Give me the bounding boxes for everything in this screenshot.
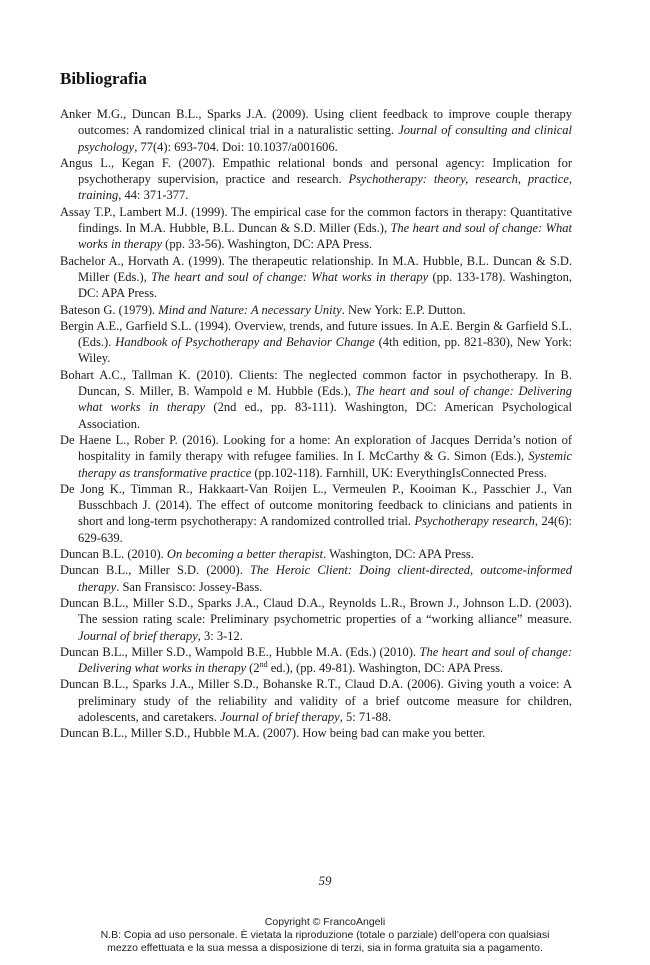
- reference-title: Psychotherapy: theory, research, practice, training: [78, 172, 572, 203]
- reference-text: , 77(4): 693-704. Doi: 10.1037/a001606.: [134, 139, 338, 154]
- reference-text: Bachelor A., Horvath A. (1999). The therapeutic relationship. In M.A. Hubble, B.L. Duncan & S.D. Miller (Eds.),: [60, 253, 572, 284]
- reference-entry: [60, 155, 572, 204]
- reference-entry: [60, 253, 572, 302]
- reference-text: (2nd ed., pp. 83-111). Washington, DC: American Psychological Association.: [78, 400, 572, 431]
- reference-title: Journal of brief therapy: [219, 709, 340, 724]
- reference-title: The heart and soul of change: Delivering what works in therapy: [78, 644, 572, 676]
- reference-entry: [60, 432, 572, 481]
- reference-title: The heart and soul of change: What works in therapy: [151, 269, 429, 284]
- notice-line-2: mezzo effettuata e la sua messa a disposizione di terzi, sia in forma gratuita sia a pagamento.: [107, 942, 543, 954]
- reference-entry: [60, 481, 572, 546]
- reference-entry: [60, 562, 572, 595]
- reference-text: Duncan B.L., Miller S.D., Wampold B.E., Hubble M.A. (Eds.) (2010).: [60, 644, 420, 659]
- reference-title: The Heroic Client: Doing client-directed, outcome-informed therapy: [78, 563, 572, 594]
- reference-text: Duncan B.L., Sparks J.A., Miller S.D., Bohanske R.T., Claud D.A. (2006). Giving youth a voice: A preliminary study of the reliability and validity of a brief outcome measure for children, adolescents, and caretakers.: [60, 677, 572, 724]
- reference-title: Systemic therapy as transformative practice: [78, 449, 572, 480]
- reference-text: (4th edition, pp. 821-830), New York: Wiley.: [78, 335, 573, 366]
- reference-entry: [60, 106, 572, 155]
- reference-entry: [60, 725, 572, 741]
- copyright-line: Copyright © FrancoAngeli: [264, 916, 386, 928]
- reference-text: De Jong K., Timman R., Hakkaart-Van Roijen L., Vermeulen P., Kooiman K., Passchier J., Van Busschbach J. (2014). The effect of outcome monitoring feedback to clinicians and patients in short and long-term psychotherapy: A randomized controlled trial.: [60, 481, 572, 529]
- reference-text: De Haene L., Rober P. (2016). Looking for a home: An exploration of Jacques Derrida’s notion of hospitality in family therapy with refugee families. In I. McCarthy & G. Simon (Eds.),: [60, 432, 572, 464]
- reference-text: Duncan B.L. (2010).: [60, 547, 167, 562]
- reference-entry: [60, 546, 572, 562]
- reference-text: , 3: 3-12.: [197, 628, 243, 643]
- reference-title: Psychotherapy research: [414, 514, 535, 529]
- reference-list: [60, 106, 572, 742]
- page-number: 59: [318, 873, 332, 888]
- reference-title: Mind and Nature: A necessary Unity: [158, 302, 342, 317]
- reference-entry: [60, 676, 572, 725]
- reference-entry: [60, 367, 572, 432]
- reference-text: (2: [246, 661, 260, 676]
- reference-text: , 24(6): 629-639.: [78, 514, 572, 545]
- reference-text: Bateson G. (1979).: [60, 302, 159, 317]
- reference-text: Duncan B.L., Miller S.D. (2000).: [60, 563, 250, 578]
- reference-text: (pp. 33-56). Washington, DC: APA Press.: [162, 237, 373, 252]
- reference-title: Journal of brief therapy: [78, 628, 198, 643]
- reference-entry: [60, 204, 572, 253]
- reference-text: Bergin A.E., Garfield S.L. (1994). Overview, trends, and future issues. In A.E. Bergin & Garfield S.L. (Eds.).: [60, 318, 572, 350]
- reference-text: ed.), (pp. 49-81). Washington, DC: APA Press.: [267, 661, 504, 676]
- reference-entry: [60, 302, 572, 318]
- copyright-footer: [0, 916, 650, 955]
- reference-text: Bohart A.C., Tallman K. (2010). Clients: The neglected common factor in psychotherapy. In B. Duncan, S. Miller, B. Wampold e M. Hubble (Eds.),: [60, 367, 572, 399]
- reference-title: Handbook of Psychotherapy and Behavior Change: [115, 335, 375, 350]
- reference-text: . Washington, DC: APA Press.: [323, 547, 474, 562]
- notice-line-1: N.B: Copia ad uso personale. È vietata la riproduzione (totale o parziale) dell’opera con qualsiasi: [100, 929, 550, 941]
- reference-title: The heart and soul of change: Delivering what works in therapy: [78, 384, 572, 415]
- reference-text: (pp.102-118). Farnhill, UK: EverythingIsConnected Press.: [251, 465, 547, 480]
- reference-text: Anker M.G., Duncan B.L., Sparks J.A. (2009). Using client feedback to improve couple therapy outcomes: A randomized clinical trial in a naturalistic setting.: [60, 107, 572, 138]
- reference-title: Journal of consulting and clinical psychology: [78, 123, 572, 154]
- reference-text: . New York: E.P. Dutton.: [341, 302, 466, 317]
- reference-text: Duncan B.L., Miller S.D., Sparks J.A., Claud D.A., Reynolds L.R., Brown J., Johnson L.D. (2003). The session rating scale: Preliminary psychometric properties of a “working alliance” measure.: [60, 595, 572, 627]
- reference-entry: [60, 318, 572, 367]
- reference-title: On becoming a better therapist: [166, 547, 324, 562]
- reference-text: . San Fransisco: Jossey-Bass.: [116, 579, 263, 594]
- reference-text: , 5: 71-88.: [339, 709, 392, 724]
- reference-title: The heart and soul of change: What works in therapy: [78, 221, 572, 252]
- reference-text: (pp. 133-178). Washington, DC: APA Press.: [78, 269, 572, 301]
- reference-entry: [60, 644, 572, 677]
- reference-text: Angus L., Kegan F. (2007). Empathic relational bonds and personal agency: Implication for psychotherapy supervision, practice and research.: [60, 155, 572, 187]
- section-heading: Bibliografia: [60, 69, 147, 88]
- reference-entry: [60, 595, 572, 644]
- reference-text: , 44: 371-377.: [118, 188, 189, 203]
- reference-text: Duncan B.L., Miller S.D., Hubble M.A. (2007). How being bad can make you better.: [60, 726, 486, 741]
- reference-text: nd: [259, 659, 268, 669]
- reference-text: Assay T.P., Lambert M.J. (1999). The empirical case for the common factors in therapy: Quantitative findings. In M.A. Hubble, B.L. Duncan & S.D. Miller (Eds.),: [60, 204, 572, 236]
